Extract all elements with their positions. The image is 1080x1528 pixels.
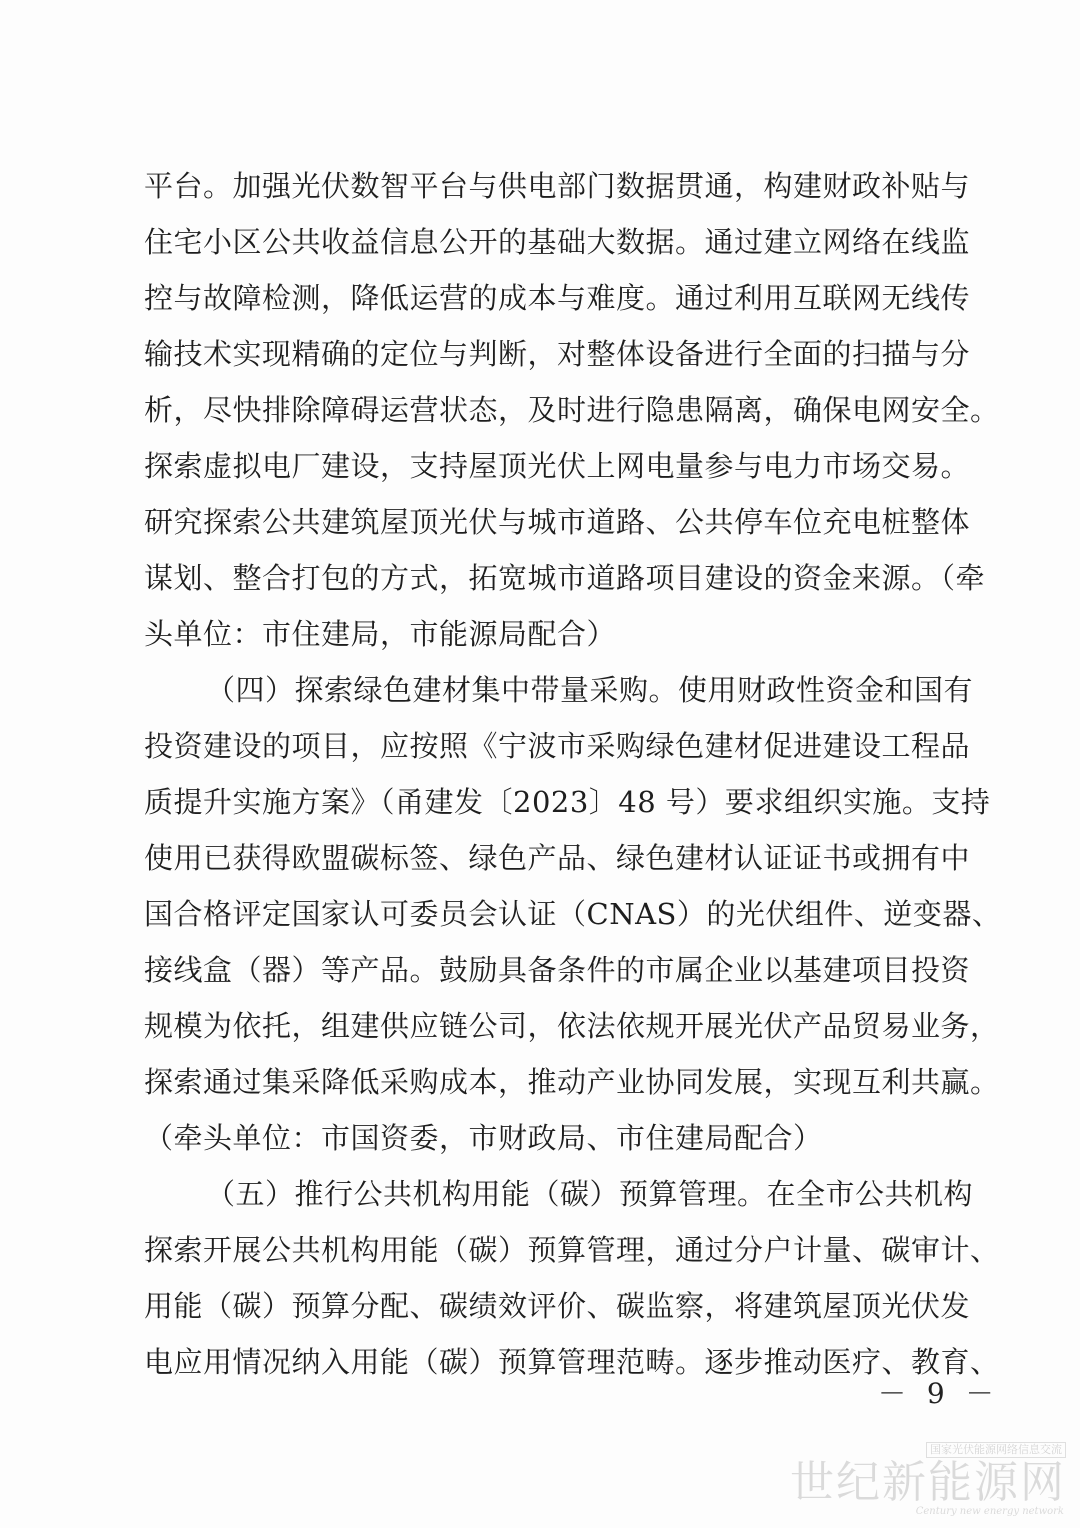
text-line: 投资建设的项目，应按照《宁波市采购绿色建材促进建设工程品 [144,729,971,763]
text-line: 电应用情况纳入用能（碳）预算管理范畴。逐步推动医疗、教育、 [144,1345,1000,1379]
text-line: 探索开展公共机构用能（碳）预算管理，通过分户计量、碳审计、 [144,1233,1000,1267]
section-heading-line: （四）探索绿色建材集中带量采购。使用财政性资金和国有 [206,673,974,707]
watermark-sub-text: Century new energy network [915,1506,1064,1517]
text-line: 谋划、整合打包的方式，拓宽城市道路项目建设的资金来源。（牵 [144,561,986,595]
text-line: 使用已获得欧盟碳标签、绿色产品、绿色建材认证证书或拥有中 [144,841,971,875]
text-line: （牵头单位：市国资委，市财政局、市住建局配合） [144,1121,823,1155]
text-line: 规模为依托，组建供应链公司，依法依规开展光伏产品贸易业务， [144,1009,1000,1043]
text-line: 国合格评定国家认可委员会认证（CNAS）的光伏组件、逆变器、 [144,897,1002,931]
page-number: － 9 － [878,1377,1000,1410]
text-line: 控与故障检测，降低运营的成本与难度。通过利用互联网无线传 [144,281,971,315]
text-line: 研究探索公共建筑屋顶光伏与城市道路、公共停车位充电桩整体 [144,505,971,539]
text-line: 探索通过集采降低采购成本，推动产业协同发展，实现互利共赢。 [144,1065,1000,1099]
text-line: 探索虚拟电厂建设，支持屋顶光伏上网电量参与电力市场交易。 [144,449,971,483]
text-line: 析，尽快排除障碍运营状态，及时进行隐患隔离，确保电网安全。 [144,393,1000,427]
watermark-top-text: 国家光伏能源网络信息交流 [926,1442,1066,1458]
text-line: 输技术实现精确的定位与判断，对整体设备进行全面的扫描与分 [144,337,971,371]
text-line: 用能（碳）预算分配、碳绩效评价、碳监察，将建筑屋顶光伏发 [144,1289,971,1323]
text-line: 头单位：市住建局，市能源局配合） [144,617,617,651]
text-line: 平台。加强光伏数智平台与供电部门数据贯通，构建财政补贴与 [144,169,971,203]
text-line: 住宅小区公共收益信息公开的基础大数据。通过建立网络在线监 [144,225,971,259]
text-line: 质提升实施方案》（甬建发〔2023〕48 号）要求组织实施。支持 [144,785,991,819]
text-line: 接线盒（器）等产品。鼓励具备条件的市属企业以基建项目投资 [144,953,971,987]
section-heading-line: （五）推行公共机构用能（碳）预算管理。在全市公共机构 [206,1177,974,1211]
watermark-main-text: 世纪新能源网 [790,1457,1066,1508]
watermark-logo [790,1442,1066,1522]
